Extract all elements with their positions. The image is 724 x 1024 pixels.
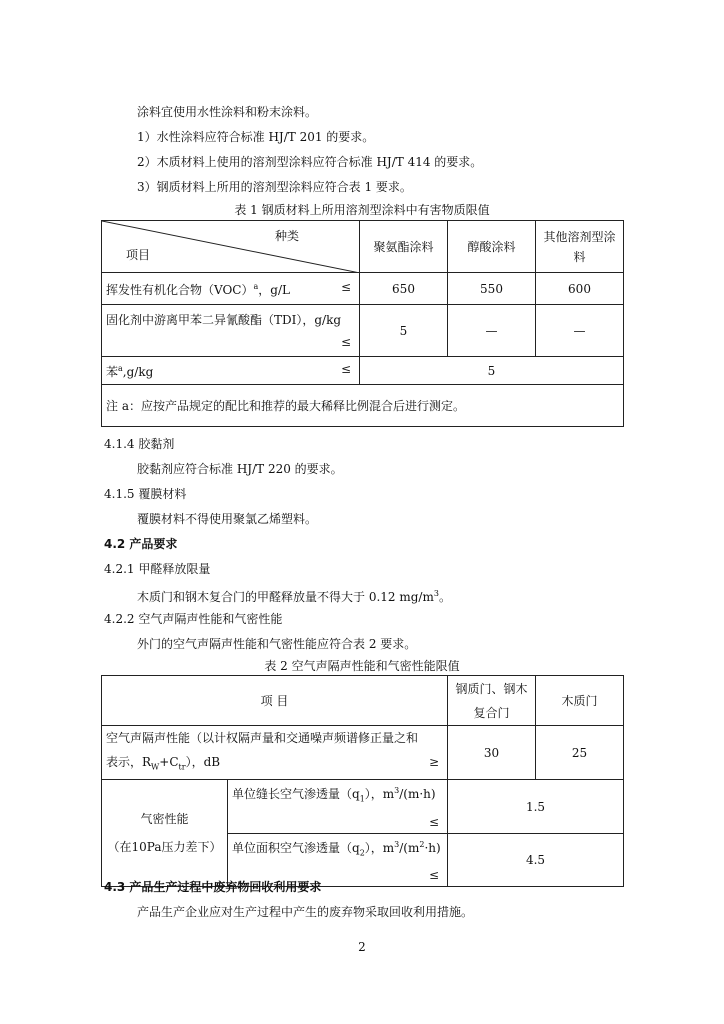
table1-col-header: 其他溶剂型涂料 — [536, 221, 624, 273]
table2-col-header: 钢质门、钢木复合门 — [448, 676, 536, 726]
table1-note: 注 a：应按产品规定的配比和推荐的最大稀释比例混合后进行测定。 — [102, 385, 624, 427]
table1-col-header: 醇酸涂料 — [448, 221, 536, 273]
table1-cell: 650 — [360, 273, 448, 305]
table2-cell: 25 — [536, 726, 624, 780]
geq-symbol: ≥ — [428, 755, 440, 769]
table1-cell: 5 — [360, 305, 448, 357]
table2-cell: 4.5 — [448, 833, 624, 886]
table1 — [101, 220, 624, 427]
leq-symbol: ≤ — [340, 362, 351, 376]
leq-symbol: ≤ — [340, 334, 351, 349]
section-text: 外门的空气声隔声性能和气密性能应符合表 2 要求。 — [137, 637, 417, 651]
table-row — [102, 273, 624, 305]
paragraph-coatings: 涂料宜使用水性涂料和粉末涂料。 — [137, 105, 318, 119]
section-heading: 4.2.1 甲醛释放限量 — [104, 562, 211, 576]
table2-header-item: 项 目 — [102, 676, 448, 726]
section-heading: 4.2.2 空气声隔声性能和气密性能 — [104, 612, 283, 626]
table1-diagonal-header — [102, 221, 360, 273]
table2-sub-row-label: 单位缝长空气渗透量$(q_1)$，$m^3/(m\cdot h)$ ≤ — [228, 780, 448, 833]
table-row — [102, 726, 624, 780]
section-text: 木质门和钢木复合门的甲醛释放量不得大于 0.12 $mg/m^3$。 — [137, 589, 451, 604]
table-row — [102, 385, 624, 427]
table2-caption: 表 2 空气声隔声性能和气密性能限值 — [264, 659, 460, 673]
table2-group-label: 气密性能 （在10Pa压力差下） — [102, 780, 228, 887]
table1-row-label: 固化剂中游离甲苯二异氰酸酯（TDI），g/kg ≤ — [102, 305, 360, 357]
table1-merged-cell: 5 — [360, 357, 624, 385]
leq-symbol: ≤ — [340, 280, 351, 294]
table1-cell: 550 — [448, 273, 536, 305]
table1-cell: 600 — [536, 273, 624, 305]
page-number: 2 — [358, 940, 366, 954]
paragraph-item-2: 2）木质材料上使用的溶剂型涂料应符合标准 HJ/T 414 的要求。 — [137, 155, 483, 169]
table-row — [102, 305, 624, 357]
section-text: 覆膜材料不得使用聚氯乙烯塑料。 — [137, 512, 318, 526]
table1-cell: — — [448, 305, 536, 357]
section-text: 胶黏剂应符合标准 HJ/T 220 的要求。 — [137, 462, 343, 476]
table-row — [102, 357, 624, 385]
table2-sub-row-label: 单位面积空气渗透量$(q_2)$，$m^3/(m^2\cdot h)$ ≤ — [228, 833, 448, 886]
table1-caption: 表 1 钢质材料上所用溶剂型涂料中有害物质限值 — [234, 203, 490, 217]
section-heading: 4.1.4 胶黏剂 — [104, 437, 175, 451]
table1-header-item: 项目 — [126, 248, 151, 262]
table1-row-label: 挥发性有机化合物（VOC）$^a$，g/L ≤ — [102, 273, 360, 305]
leq-symbol: ≤ — [428, 868, 440, 883]
table1-header-kind: 种类 — [274, 229, 299, 243]
paragraph-item-1: 1）水性涂料应符合标准 HJ/T 201 的要求。 — [137, 130, 375, 144]
table2 — [101, 675, 624, 887]
table2-cell: 1.5 — [448, 780, 624, 833]
table1-row-label: 苯$^a$,g/kg ≤ — [102, 357, 360, 385]
table1-col-header: 聚氨酯涂料 — [360, 221, 448, 273]
section-text: 产品生产企业应对生产过程中产生的废弃物采取回收利用措施。 — [137, 905, 474, 919]
leq-symbol: ≤ — [428, 814, 440, 829]
table2-row-label: 空气声隔声性能（以计权隔声量和交通噪声频谱修正量之和 表示，$R_W+C_{tr}$），dB ≥ — [102, 726, 448, 780]
table-row — [102, 780, 624, 833]
section-heading: 4.2 产品要求 — [104, 537, 178, 551]
section-heading: 4.1.5 覆膜材料 — [104, 487, 187, 501]
section-heading: 4.3 产品生产过程中废弃物回收利用要求 — [104, 880, 322, 894]
table1-cell: — — [536, 305, 624, 357]
table2-col-header: 木质门 — [536, 676, 624, 726]
paragraph-item-3: 3）钢质材料上所用的溶剂型涂料应符合表 1 要求。 — [137, 180, 412, 194]
table2-cell: 30 — [448, 726, 536, 780]
